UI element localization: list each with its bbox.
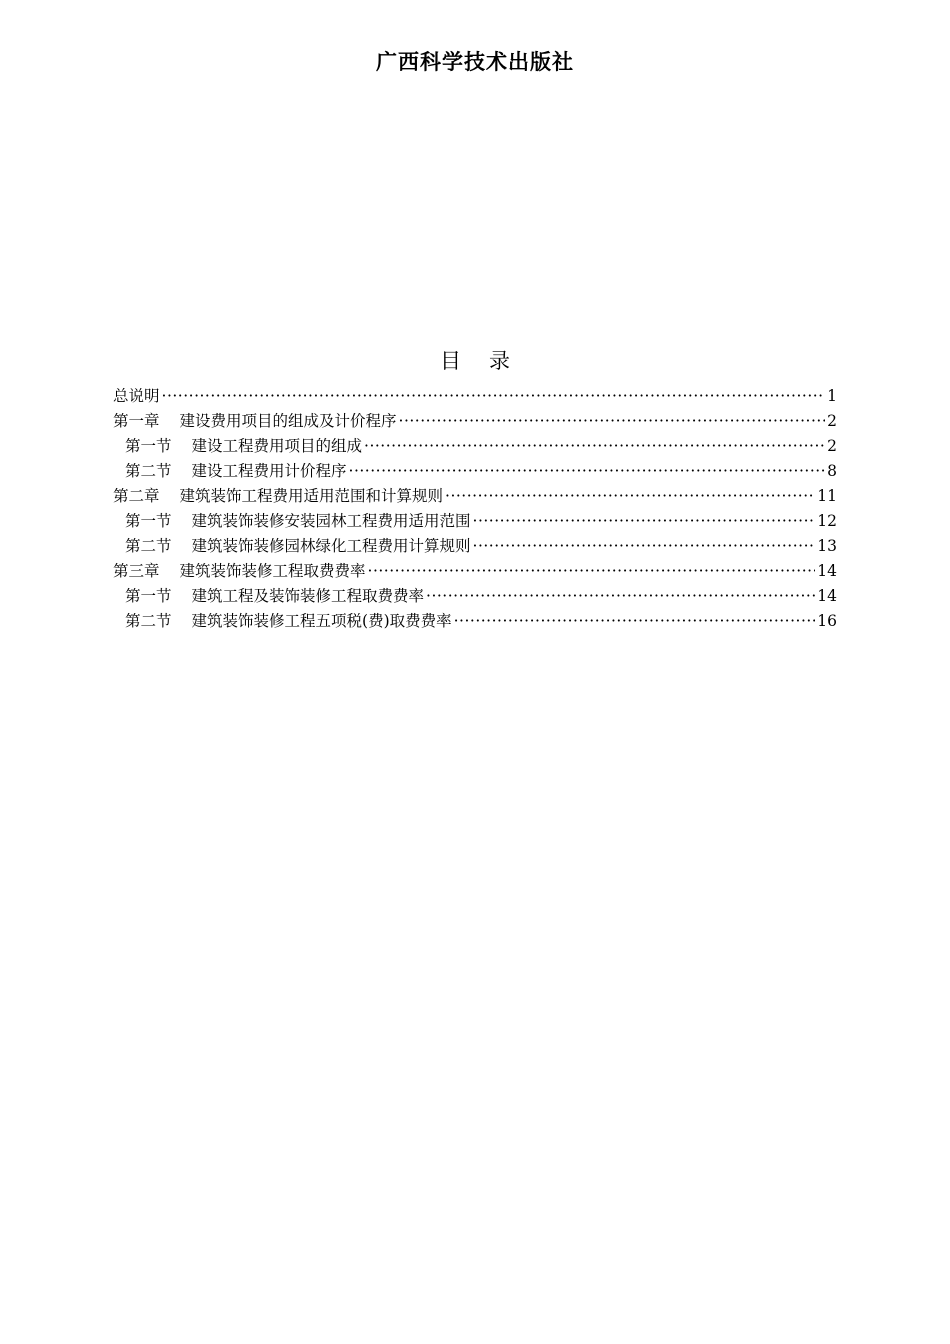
toc-entry-number: 第一章 <box>113 412 160 430</box>
dot-leader <box>473 534 816 559</box>
toc-entry-title: 建设工程费用项目的组成 <box>191 437 363 455</box>
toc-entry-label <box>125 459 347 484</box>
dot-leader <box>368 559 816 584</box>
toc-entry-label <box>125 584 424 609</box>
toc-heading-part-2: 录 <box>489 349 510 373</box>
toc-entry-page: 14 <box>817 587 837 605</box>
toc-entry-chapter-1-section-1[interactable] <box>113 434 837 459</box>
dot-leader <box>364 434 825 459</box>
toc-entry-chapter-2[interactable] <box>113 484 837 509</box>
toc-entry-number: 第一节 <box>125 587 172 605</box>
toc-entry-number: 第三章 <box>113 562 160 580</box>
dot-leader <box>454 609 816 634</box>
dot-leader <box>399 409 826 434</box>
toc-entry-page: 12 <box>817 512 837 530</box>
toc-entry-chapter-2-section-2[interactable] <box>113 534 837 559</box>
dot-leader <box>162 384 826 409</box>
toc-entry-chapter-1[interactable] <box>113 409 837 434</box>
toc-entry-chapter-2-section-1[interactable] <box>113 509 837 534</box>
toc-entry-title: 建筑装饰工程费用适用范围和计算规则 <box>179 487 444 505</box>
toc-entry-chapter-3-section-2[interactable] <box>113 609 837 634</box>
toc-entry-title: 建设费用项目的组成及计价程序 <box>179 412 397 430</box>
toc-entry-page: 13 <box>817 537 837 555</box>
toc-heading-part-1: 目 <box>440 349 461 373</box>
toc-heading <box>0 345 950 375</box>
toc-entry-label <box>113 384 160 409</box>
toc-entry-number: 第二节 <box>125 462 172 480</box>
toc-entry-label <box>125 534 471 559</box>
toc-entry-number: 第一节 <box>125 437 172 455</box>
toc-entry-label <box>125 509 471 534</box>
toc-entry-page: 1 <box>827 387 837 405</box>
toc-entry-number: 第二章 <box>113 487 160 505</box>
toc-entry-page: 14 <box>817 562 837 580</box>
dot-leader <box>349 459 826 484</box>
toc-entry-number: 第二节 <box>125 537 172 555</box>
dot-leader <box>426 584 815 609</box>
toc-entry-label <box>125 609 452 634</box>
toc-entry-label <box>125 434 362 459</box>
toc-entry-number: 第二节 <box>125 612 172 630</box>
toc-entry-title: 总说明 <box>113 387 160 405</box>
dot-leader <box>445 484 815 509</box>
toc-entry-title: 建筑装饰装修园林绿化工程费用计算规则 <box>191 537 471 555</box>
publisher-name: 广西科学技术出版社 <box>376 50 574 74</box>
toc-entry-page: 2 <box>827 412 837 430</box>
dot-leader <box>473 509 816 534</box>
toc-entry-general-notes[interactable] <box>113 384 837 409</box>
toc-entry-title: 建筑工程及装饰装修工程取费费率 <box>191 587 425 605</box>
toc-entry-title: 建设工程费用计价程序 <box>191 462 347 480</box>
toc-entry-page: 16 <box>817 612 837 630</box>
toc-entry-chapter-3-section-1[interactable] <box>113 584 837 609</box>
toc-entry-label <box>113 409 397 434</box>
toc-entry-chapter-1-section-2[interactable] <box>113 459 837 484</box>
toc-entry-label <box>113 559 366 584</box>
toc-entry-title: 建筑装饰装修工程取费费率 <box>179 562 366 580</box>
table-of-contents <box>113 384 837 634</box>
toc-entry-title: 建筑装饰装修安装园林工程费用适用范围 <box>191 512 471 530</box>
toc-entry-page: 11 <box>817 487 837 505</box>
toc-entry-title: 建筑装饰装修工程五项税(费)取费费率 <box>191 612 452 630</box>
toc-entry-chapter-3[interactable] <box>113 559 837 584</box>
toc-entry-page: 2 <box>827 437 837 455</box>
toc-entry-page: 8 <box>827 462 837 480</box>
toc-entry-label <box>113 484 443 509</box>
toc-entry-number: 第一节 <box>125 512 172 530</box>
